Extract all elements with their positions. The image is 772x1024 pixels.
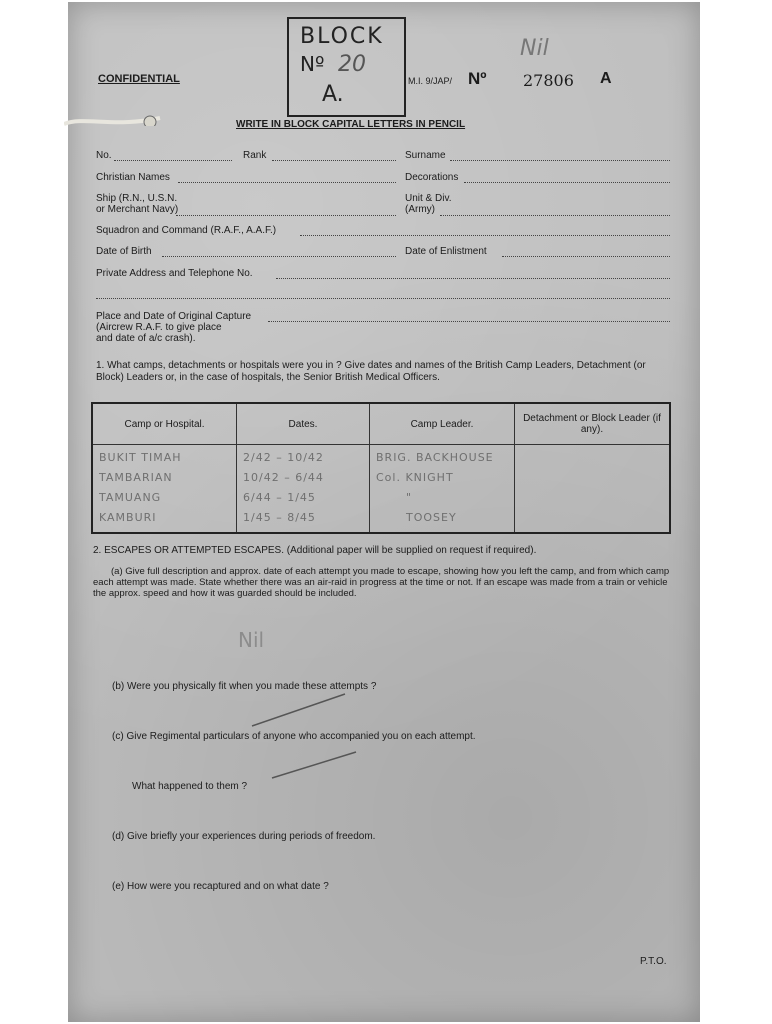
squadron-line: [300, 235, 670, 236]
col-camp-header: Camp or Hospital.: [92, 403, 237, 445]
capture-label-1: Place and Date of Original Capture: [96, 311, 252, 322]
question-2c: (c) Give Regimental particulars of anyone who accompanied you on each attempt.: [112, 731, 476, 742]
camps-cell: [92, 445, 237, 534]
surname-line: [450, 160, 670, 161]
question-2d: (d) Give briefly your experiences during periods of freedom.: [112, 831, 376, 842]
date-entry: 1/45 – 8/45: [243, 511, 316, 524]
capture-label-3: and date of a/c crash).: [96, 333, 196, 344]
date-entry: 2/42 – 10/42: [243, 451, 324, 464]
question-2e: (e) How were you recaptured and on what date ?: [112, 881, 329, 892]
question-2a: (a) Give full description and approx. date of each attempt you made to escape, showing how you left the camp, and from which camp each attempt was made. State whether there was an air-raid in progress at the time or not. If an escape was made from a train or vehicle the approx. speed and how it was guarded should be included.: [93, 566, 670, 599]
pto-label: P.T.O.: [640, 956, 667, 967]
instruction-heading: WRITE IN BLOCK CAPITAL LETTERS IN PENCIL: [236, 119, 466, 130]
address-line-2: [96, 298, 670, 299]
no-field-line: [114, 160, 232, 161]
ship-label-2: or Merchant Navy): [96, 204, 179, 215]
decorations-label: Decorations: [405, 172, 459, 183]
dob-line: [162, 256, 396, 257]
leader-entry: ": [406, 491, 413, 504]
answer-nil: Nil: [238, 628, 265, 652]
col-dates-header: Dates.: [237, 403, 370, 445]
camp-entry: BUKIT TIMAH: [99, 451, 182, 464]
christian-names-label: Christian Names: [96, 172, 170, 183]
block-no-label: Nº: [300, 52, 325, 76]
block-number: 20: [338, 52, 366, 77]
unit-label-2: (Army): [405, 204, 435, 215]
leaders-cell: [370, 445, 515, 534]
rank-line: [272, 160, 396, 161]
block-letter: A.: [322, 82, 344, 107]
no-field-label: No.: [96, 150, 112, 161]
leader-entry: Col. KNIGHT: [376, 471, 454, 484]
col-leader-header: Camp Leader.: [370, 403, 515, 445]
surname-label: Surname: [405, 150, 446, 161]
unit-label-1: Unit & Div.: [405, 193, 452, 204]
question-1: 1. What camps, detachments or hospitals were you in ? Give dates and names of the British Camp Leaders, Detachment (or Block) Leaders or, in the case of hospitals, the Senior British Medical Officers.: [96, 360, 646, 383]
pencil-stroke-b: [250, 690, 350, 730]
question-2c-followup: What happened to them ?: [132, 781, 248, 792]
date-entry: 10/42 – 6/44: [243, 471, 324, 484]
squadron-label: Squadron and Command (R.A.F., A.A.F.): [96, 225, 277, 236]
camp-entry: TAMBARIAN: [99, 471, 173, 484]
dob-label: Date of Birth: [96, 246, 152, 257]
camps-table: [91, 402, 671, 534]
ship-label-1: Ship (R.N., U.S.N.: [96, 193, 178, 204]
pencil-stroke-c: [270, 748, 360, 782]
ref-label: M.I. 9/JAP/: [408, 76, 453, 86]
no-label: Nº: [468, 69, 487, 88]
block-title: BLOCK: [300, 24, 384, 49]
capture-line: [268, 321, 670, 322]
leader-entry: BRIG. BACKHOUSE: [376, 451, 494, 464]
unit-line: [440, 215, 670, 216]
col-detachment-header: Detachment or Block Leader (if any).: [515, 403, 671, 445]
address-label: Private Address and Telephone No.: [96, 268, 253, 279]
camp-entry: TAMUANG: [99, 491, 162, 504]
nil-note: Nil: [520, 36, 549, 61]
binding-string-icon: [64, 110, 164, 126]
enlistment-label: Date of Enlistment: [405, 246, 487, 257]
serial-suffix: A: [600, 70, 612, 87]
rank-label: Rank: [243, 150, 267, 161]
camp-entry: KAMBURI: [99, 511, 157, 524]
ship-line: [176, 215, 396, 216]
confidential-label: CONFIDENTIAL: [98, 73, 180, 85]
leader-entry: TOOSEY: [406, 511, 457, 524]
detachment-cell: [515, 445, 671, 534]
address-line-1: [276, 278, 670, 279]
decorations-line: [464, 182, 670, 183]
enlistment-line: [502, 256, 670, 257]
capture-label-2: (Aircrew R.A.F. to give place: [96, 322, 222, 333]
christian-names-line: [178, 182, 396, 183]
serial-number: 27806: [523, 71, 574, 90]
question-2b: (b) Were you physically fit when you made these attempts ?: [112, 681, 377, 692]
dates-cell: [237, 445, 370, 534]
date-entry: 6/44 – 1/45: [243, 491, 316, 504]
question-2-heading: 2. ESCAPES OR ATTEMPTED ESCAPES. (Additional paper will be supplied on request if required).: [93, 545, 537, 556]
